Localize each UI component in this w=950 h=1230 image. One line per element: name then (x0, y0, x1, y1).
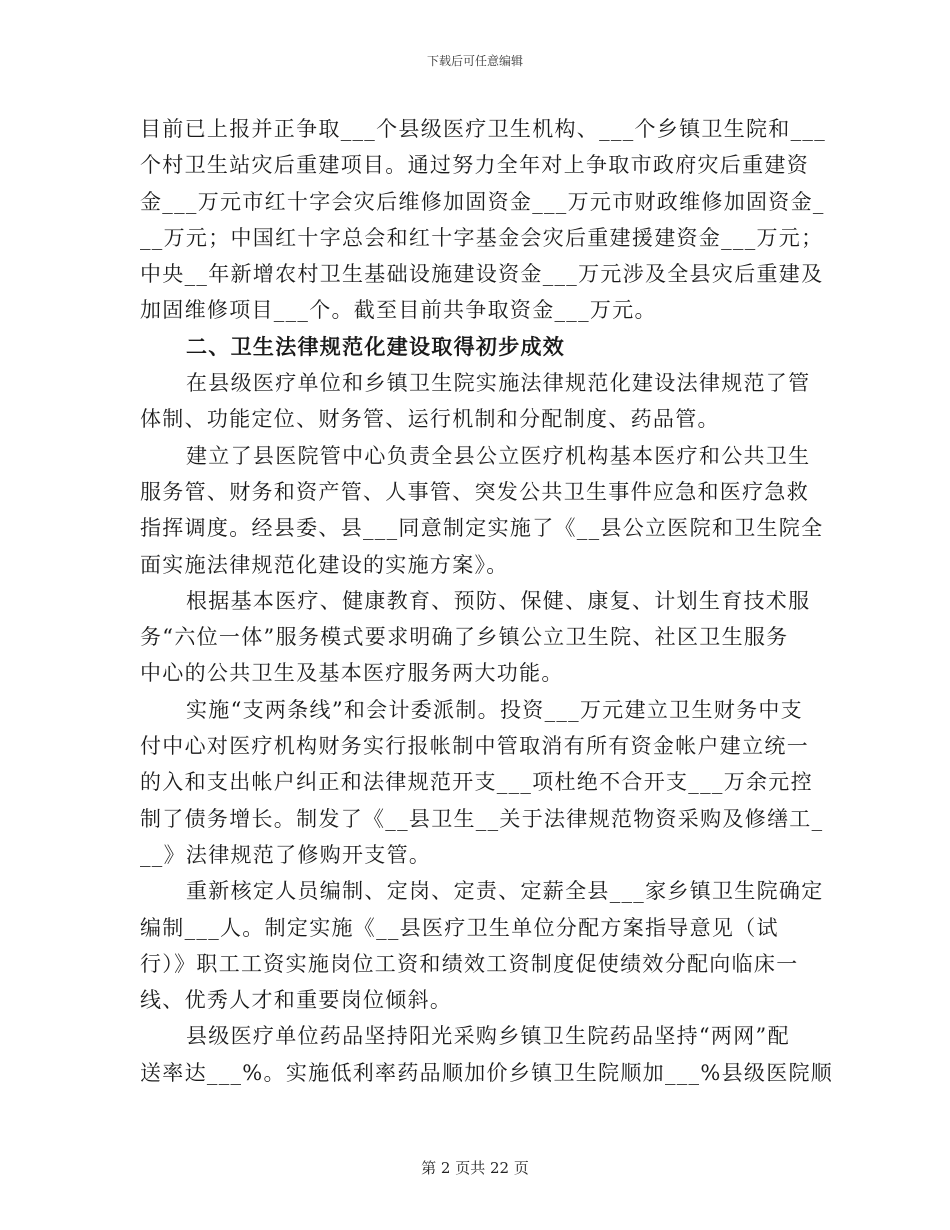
text-line: 县级医疗单位药品坚持阳光采购乡镇卫生院药品坚持“两网”配 (186, 1024, 790, 1049)
text-line: 务“六位一体”服务模式要求明确了乡镇公立卫生院、社区卫生服务 (140, 625, 789, 650)
page-footer: 第 2 页共 22 页 (421, 1159, 529, 1177)
text-line: 在县级医疗单位和乡镇卫生院实施法律规范化建设法律规范了管 (186, 371, 811, 396)
text-line: 体制、功能定位、财务管、运行机制和分配制度、药品管。 (140, 407, 720, 432)
text-line: 根据基本医疗、健康教育、预防、保健、康复、计划生育技术服 (186, 588, 811, 613)
text-line: 目前已上报并正争取___个县级医疗卫生机构、___个乡镇卫生院和___ (140, 117, 826, 141)
text-line: __》法律规范了修购开支管。 (140, 842, 432, 867)
text-line: 线、优秀人才和重要岗位倾斜。 (140, 988, 453, 1013)
text-line: 送率达___%。实施低利率药品顺加价乡镇卫生院顺加___%县级医院顺 (140, 1060, 834, 1085)
text-line: 建立了县医院管中心负责全县公立医疗机构基本医疗和公共卫生 (186, 443, 811, 468)
text-line: 付中心对医疗机构财务实行报帐制中管取消有所有资金帐户建立统一 (140, 734, 809, 759)
section-heading: 二、卫生法律规范化建设取得初步成效 (186, 333, 566, 359)
text-line: 指挥调度。经县委、县___同意制定实施了《__县公立医院和卫生院全 (140, 516, 824, 541)
text-line: __万元；中国红十字总会和红十字基金会灾后重建援建资金___万元； (140, 225, 824, 250)
text-line: 面实施法律规范化建设的实施方案》。 (140, 552, 509, 577)
text-line: 服务管、财务和资产管、人事管、突发公共卫生事件应急和医疗急救 (140, 479, 809, 504)
page-header: 下载后可任意编辑 (426, 54, 523, 68)
text-line: 编制___人。制定实施《__县医疗卫生单位分配方案指导意见（试 (140, 915, 779, 940)
text-line: 金___万元市红十字会灾后维修加固资金___万元市财政维修加固资金_ (140, 189, 825, 214)
text-line: 制了债务增长。制发了《__县卫生__关于法律规范物资采购及修缮工_ (140, 806, 824, 831)
text-line: 加固维修项目___个。截至目前共争取资金___万元。 (140, 298, 657, 323)
text-line: 的入和支出帐户纠正和法律规范开支___项杜绝不合开支___万余元控 (140, 770, 813, 795)
text-line: 个村卫生站灾后重建项目。通过努力全年对上争取市政府灾后重建资 (140, 153, 809, 178)
text-line: 中心的公共卫生及基本医疗服务两大功能。 (140, 661, 564, 686)
text-line: 中央__年新增农村卫生基础设施建设资金___万元涉及全县灾后重建及 (140, 262, 824, 287)
document-body (140, 111, 834, 1091)
text-line: 实施“支两条线”和会计委派制。投资___万元建立卫生财务中支 (186, 697, 803, 722)
text-line: 重新核定人员编制、定岗、定责、定薪全县___家乡镇卫生院确定 (186, 879, 824, 904)
text-line: 行）》职工工资实施岗位工资和绩效工资制度促使绩效分配向临床一 (140, 951, 799, 976)
